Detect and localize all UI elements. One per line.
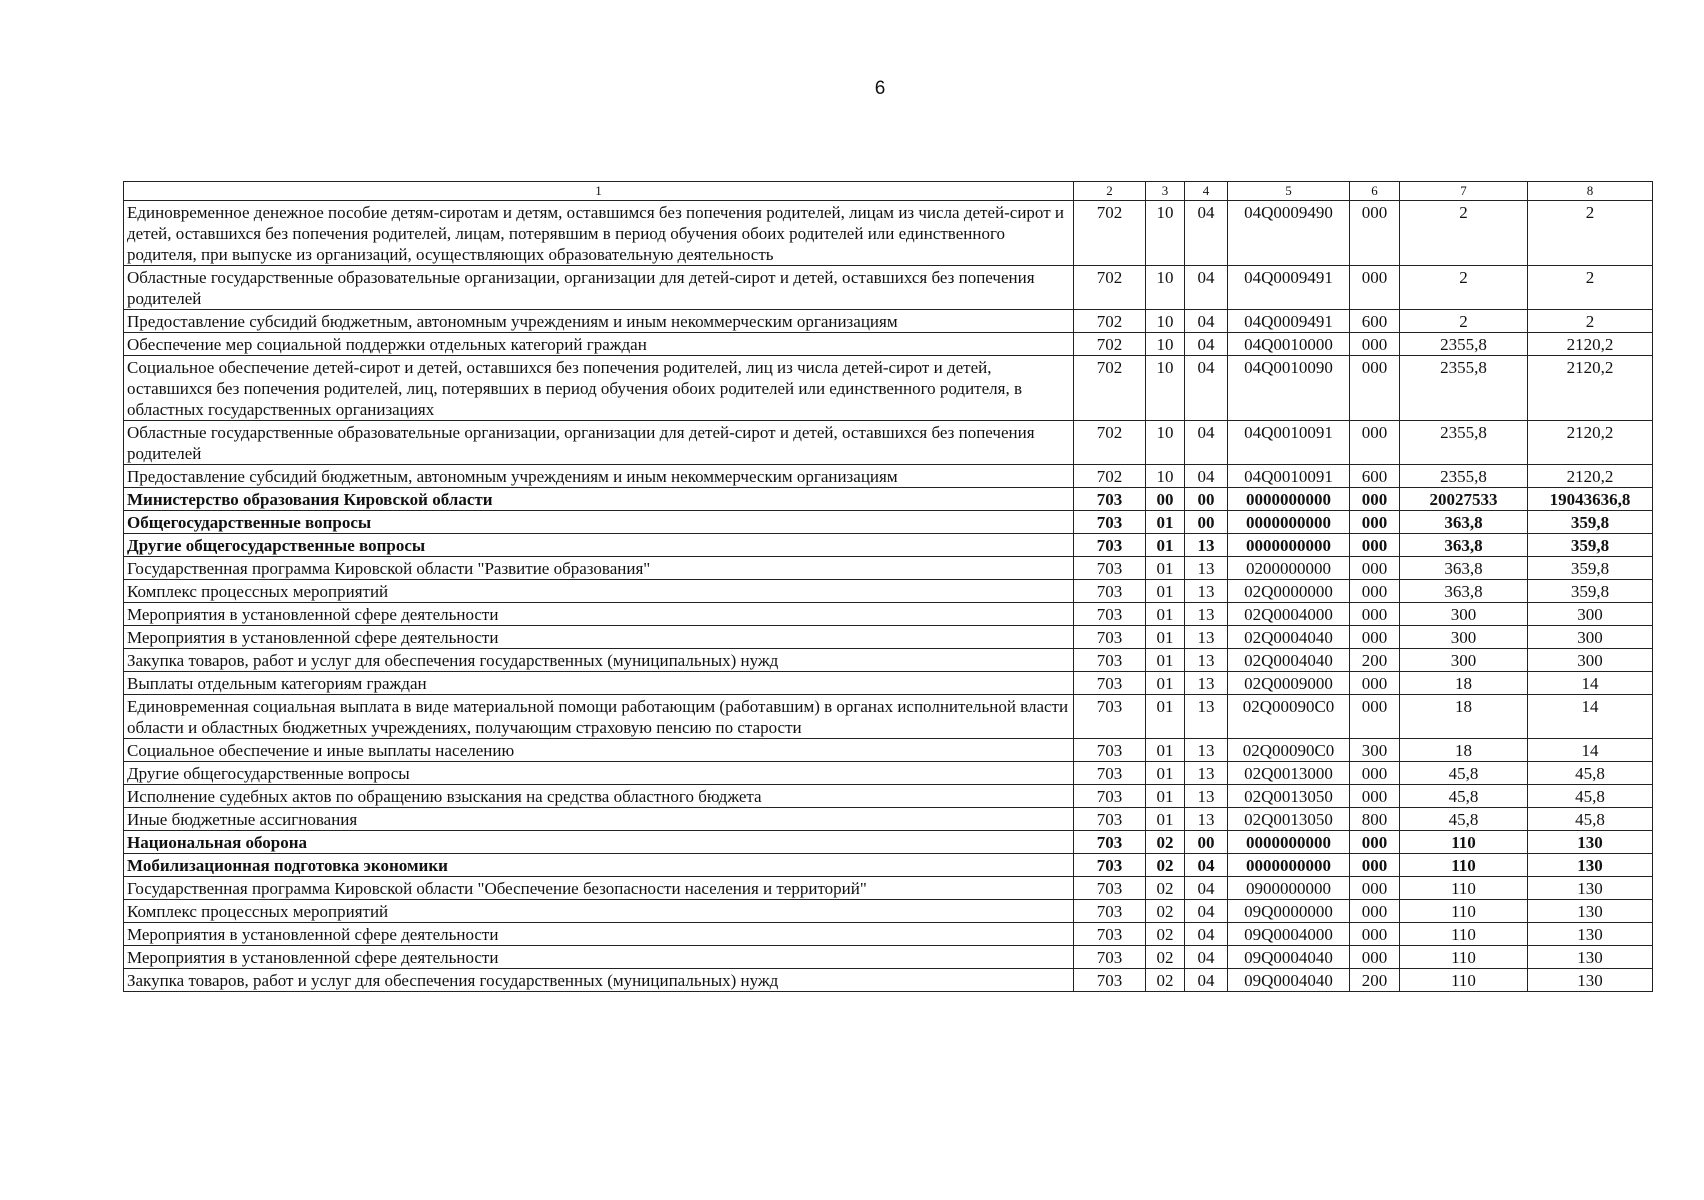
amount-year1-cell: 110	[1400, 900, 1528, 923]
row-name-cell: Предоставление субсидий бюджетным, автономным учреждениям и иным некоммерческим организациям	[124, 310, 1074, 333]
amount-year2-cell: 130	[1528, 831, 1653, 854]
target-article-cell: 0900000000	[1228, 877, 1350, 900]
table-row	[124, 969, 1653, 992]
ved-code-cell: 703	[1074, 808, 1146, 831]
table-body	[124, 201, 1653, 992]
row-name-cell: Общегосударственные вопросы	[124, 511, 1074, 534]
subsection-code-cell: 13	[1185, 534, 1228, 557]
target-article-cell: 02Q0000000	[1228, 580, 1350, 603]
amount-year1-cell: 18	[1400, 739, 1528, 762]
table-row	[124, 603, 1653, 626]
column-header: 2	[1074, 182, 1146, 201]
section-code-cell: 02	[1146, 923, 1185, 946]
amount-year2-cell: 300	[1528, 649, 1653, 672]
section-code-cell: 10	[1146, 356, 1185, 421]
expense-type-cell: 000	[1350, 877, 1400, 900]
subsection-code-cell: 13	[1185, 580, 1228, 603]
column-header: 8	[1528, 182, 1653, 201]
target-article-cell: 02Q00090C0	[1228, 695, 1350, 739]
target-article-cell: 09Q0000000	[1228, 900, 1350, 923]
target-article-cell: 09Q0004040	[1228, 969, 1350, 992]
target-article-cell: 0200000000	[1228, 557, 1350, 580]
ved-code-cell: 703	[1074, 488, 1146, 511]
amount-year2-cell: 2120,2	[1528, 356, 1653, 421]
expense-type-cell: 200	[1350, 649, 1400, 672]
row-name-cell: Областные государственные образовательные организации, организации для детей-сирот и детей, оставшихся без попечения родителей	[124, 421, 1074, 465]
budget-table	[123, 181, 1653, 992]
expense-type-cell: 600	[1350, 310, 1400, 333]
row-name-cell: Единовременное денежное пособие детям-сиротам и детям, оставшимся без попечения родителей, лицам из числа детей-сирот и детей, оставшихся без попечения родителей, лицам, потерявшим в период обучения обоих родителей или единственного родителя, при выпуске из организаций, осуществляющих образовательную деятельность	[124, 201, 1074, 266]
ved-code-cell: 702	[1074, 421, 1146, 465]
column-header: 4	[1185, 182, 1228, 201]
section-code-cell: 02	[1146, 877, 1185, 900]
ved-code-cell: 703	[1074, 695, 1146, 739]
amount-year1-cell: 2355,8	[1400, 356, 1528, 421]
amount-year1-cell: 45,8	[1400, 785, 1528, 808]
amount-year1-cell: 45,8	[1400, 808, 1528, 831]
ved-code-cell: 702	[1074, 333, 1146, 356]
ved-code-cell: 703	[1074, 580, 1146, 603]
amount-year1-cell: 18	[1400, 672, 1528, 695]
amount-year2-cell: 14	[1528, 695, 1653, 739]
section-code-cell: 02	[1146, 946, 1185, 969]
target-article-cell: 0000000000	[1228, 854, 1350, 877]
row-name-cell: Комплекс процессных мероприятий	[124, 580, 1074, 603]
section-code-cell: 01	[1146, 808, 1185, 831]
row-name-cell: Мероприятия в установленной сфере деятельности	[124, 603, 1074, 626]
row-name-cell: Иные бюджетные ассигнования	[124, 808, 1074, 831]
amount-year2-cell: 14	[1528, 739, 1653, 762]
row-name-cell: Областные государственные образовательные организации, организации для детей-сирот и детей, оставшихся без попечения родителей	[124, 266, 1074, 310]
column-header: 1	[124, 182, 1074, 201]
subsection-code-cell: 04	[1185, 356, 1228, 421]
subsection-code-cell: 04	[1185, 900, 1228, 923]
expense-type-cell: 000	[1350, 854, 1400, 877]
section-code-cell: 02	[1146, 900, 1185, 923]
amount-year2-cell: 2	[1528, 310, 1653, 333]
amount-year1-cell: 110	[1400, 877, 1528, 900]
amount-year1-cell: 20027533	[1400, 488, 1528, 511]
expense-type-cell: 000	[1350, 785, 1400, 808]
amount-year1-cell: 110	[1400, 831, 1528, 854]
subsection-code-cell: 04	[1185, 333, 1228, 356]
amount-year1-cell: 363,8	[1400, 557, 1528, 580]
ved-code-cell: 702	[1074, 310, 1146, 333]
column-header: 5	[1228, 182, 1350, 201]
table-row	[124, 649, 1653, 672]
section-code-cell: 01	[1146, 785, 1185, 808]
subsection-code-cell: 13	[1185, 762, 1228, 785]
table-row	[124, 488, 1653, 511]
table-row	[124, 266, 1653, 310]
table-row	[124, 626, 1653, 649]
expense-type-cell: 200	[1350, 969, 1400, 992]
amount-year1-cell: 45,8	[1400, 762, 1528, 785]
expense-type-cell: 000	[1350, 900, 1400, 923]
row-name-cell: Закупка товаров, работ и услуг для обеспечения государственных (муниципальных) нужд	[124, 969, 1074, 992]
expense-type-cell: 000	[1350, 557, 1400, 580]
expense-type-cell: 000	[1350, 695, 1400, 739]
amount-year1-cell: 2	[1400, 266, 1528, 310]
section-code-cell: 10	[1146, 421, 1185, 465]
target-article-cell: 0000000000	[1228, 831, 1350, 854]
section-code-cell: 10	[1146, 465, 1185, 488]
row-name-cell: Мобилизационная подготовка экономики	[124, 854, 1074, 877]
row-name-cell: Социальное обеспечение и иные выплаты населению	[124, 739, 1074, 762]
expense-type-cell: 000	[1350, 946, 1400, 969]
ved-code-cell: 703	[1074, 923, 1146, 946]
amount-year2-cell: 300	[1528, 626, 1653, 649]
subsection-code-cell: 13	[1185, 557, 1228, 580]
target-article-cell: 04Q0010000	[1228, 333, 1350, 356]
expense-type-cell: 300	[1350, 739, 1400, 762]
table-row	[124, 421, 1653, 465]
target-article-cell: 09Q0004040	[1228, 946, 1350, 969]
ved-code-cell: 703	[1074, 603, 1146, 626]
target-article-cell: 02Q0004040	[1228, 626, 1350, 649]
ved-code-cell: 703	[1074, 946, 1146, 969]
row-name-cell: Другие общегосударственные вопросы	[124, 534, 1074, 557]
subsection-code-cell: 04	[1185, 969, 1228, 992]
expense-type-cell: 000	[1350, 923, 1400, 946]
amount-year2-cell: 130	[1528, 946, 1653, 969]
amount-year1-cell: 2	[1400, 310, 1528, 333]
row-name-cell: Выплаты отдельным категориям граждан	[124, 672, 1074, 695]
table-row	[124, 946, 1653, 969]
expense-type-cell: 000	[1350, 488, 1400, 511]
ved-code-cell: 702	[1074, 201, 1146, 266]
expense-type-cell: 000	[1350, 511, 1400, 534]
row-name-cell: Государственная программа Кировской области "Обеспечение безопасности населения и территорий"	[124, 877, 1074, 900]
section-code-cell: 10	[1146, 333, 1185, 356]
amount-year2-cell: 130	[1528, 969, 1653, 992]
table-row	[124, 672, 1653, 695]
column-number-row	[124, 182, 1653, 201]
amount-year2-cell: 130	[1528, 854, 1653, 877]
ved-code-cell: 703	[1074, 877, 1146, 900]
row-name-cell: Исполнение судебных актов по обращению взыскания на средства областного бюджета	[124, 785, 1074, 808]
section-code-cell: 10	[1146, 201, 1185, 266]
subsection-code-cell: 00	[1185, 488, 1228, 511]
target-article-cell: 04Q0010091	[1228, 465, 1350, 488]
subsection-code-cell: 13	[1185, 649, 1228, 672]
target-article-cell: 02Q0013050	[1228, 785, 1350, 808]
expense-type-cell: 000	[1350, 672, 1400, 695]
ved-code-cell: 703	[1074, 831, 1146, 854]
subsection-code-cell: 04	[1185, 923, 1228, 946]
amount-year1-cell: 2355,8	[1400, 421, 1528, 465]
ved-code-cell: 703	[1074, 969, 1146, 992]
amount-year2-cell: 19043636,8	[1528, 488, 1653, 511]
table-row	[124, 201, 1653, 266]
table-row	[124, 900, 1653, 923]
target-article-cell: 04Q0010091	[1228, 421, 1350, 465]
ved-code-cell: 703	[1074, 649, 1146, 672]
table-row	[124, 511, 1653, 534]
table-row	[124, 534, 1653, 557]
section-code-cell: 01	[1146, 762, 1185, 785]
section-code-cell: 01	[1146, 580, 1185, 603]
amount-year1-cell: 110	[1400, 923, 1528, 946]
ved-code-cell: 703	[1074, 511, 1146, 534]
table-row	[124, 695, 1653, 739]
table-row	[124, 465, 1653, 488]
table-row	[124, 580, 1653, 603]
table-row	[124, 739, 1653, 762]
subsection-code-cell: 04	[1185, 266, 1228, 310]
row-name-cell: Министерство образования Кировской области	[124, 488, 1074, 511]
ved-code-cell: 702	[1074, 356, 1146, 421]
target-article-cell: 02Q0013050	[1228, 808, 1350, 831]
subsection-code-cell: 04	[1185, 877, 1228, 900]
expense-type-cell: 000	[1350, 201, 1400, 266]
amount-year1-cell: 18	[1400, 695, 1528, 739]
amount-year2-cell: 130	[1528, 923, 1653, 946]
subsection-code-cell: 04	[1185, 421, 1228, 465]
amount-year1-cell: 363,8	[1400, 511, 1528, 534]
expense-type-cell: 000	[1350, 266, 1400, 310]
amount-year1-cell: 110	[1400, 946, 1528, 969]
target-article-cell: 0000000000	[1228, 488, 1350, 511]
table-row	[124, 356, 1653, 421]
table-row	[124, 785, 1653, 808]
section-code-cell: 01	[1146, 603, 1185, 626]
amount-year2-cell: 45,8	[1528, 785, 1653, 808]
ved-code-cell: 702	[1074, 465, 1146, 488]
column-header: 3	[1146, 182, 1185, 201]
column-header: 6	[1350, 182, 1400, 201]
amount-year2-cell: 45,8	[1528, 808, 1653, 831]
table-row	[124, 310, 1653, 333]
target-article-cell: 04Q0009491	[1228, 266, 1350, 310]
amount-year2-cell: 2120,2	[1528, 465, 1653, 488]
expense-type-cell: 000	[1350, 831, 1400, 854]
amount-year2-cell: 45,8	[1528, 762, 1653, 785]
expense-type-cell: 000	[1350, 603, 1400, 626]
section-code-cell: 01	[1146, 672, 1185, 695]
subsection-code-cell: 13	[1185, 603, 1228, 626]
subsection-code-cell: 04	[1185, 946, 1228, 969]
target-article-cell: 0000000000	[1228, 511, 1350, 534]
amount-year1-cell: 300	[1400, 649, 1528, 672]
table-row	[124, 808, 1653, 831]
expense-type-cell: 000	[1350, 534, 1400, 557]
row-name-cell: Комплекс процессных мероприятий	[124, 900, 1074, 923]
row-name-cell: Национальная оборона	[124, 831, 1074, 854]
ved-code-cell: 702	[1074, 266, 1146, 310]
section-code-cell: 01	[1146, 626, 1185, 649]
target-article-cell: 02Q0009000	[1228, 672, 1350, 695]
amount-year1-cell: 110	[1400, 969, 1528, 992]
section-code-cell: 01	[1146, 557, 1185, 580]
page-number: 6	[874, 78, 886, 99]
table-row	[124, 877, 1653, 900]
target-article-cell: 09Q0004000	[1228, 923, 1350, 946]
target-article-cell: 04Q0010090	[1228, 356, 1350, 421]
expense-type-cell: 000	[1350, 356, 1400, 421]
section-code-cell: 10	[1146, 266, 1185, 310]
table-row	[124, 762, 1653, 785]
amount-year1-cell: 2	[1400, 201, 1528, 266]
subsection-code-cell: 00	[1185, 511, 1228, 534]
table-row	[124, 557, 1653, 580]
target-article-cell: 02Q0004000	[1228, 603, 1350, 626]
table-row	[124, 333, 1653, 356]
section-code-cell: 02	[1146, 831, 1185, 854]
table-row	[124, 854, 1653, 877]
target-article-cell: 02Q0004040	[1228, 649, 1350, 672]
amount-year1-cell: 300	[1400, 626, 1528, 649]
row-name-cell: Социальное обеспечение детей-сирот и детей, оставшихся без попечения родителей, лиц из числа детей-сирот и детей, оставшихся без попечения родителей, лиц, потерявших в период обучения обоих родителей или единственного родителя, в областных государственных организациях	[124, 356, 1074, 421]
subsection-code-cell: 04	[1185, 310, 1228, 333]
section-code-cell: 01	[1146, 511, 1185, 534]
table-row	[124, 923, 1653, 946]
ved-code-cell: 703	[1074, 900, 1146, 923]
expense-type-cell: 000	[1350, 626, 1400, 649]
row-name-cell: Государственная программа Кировской области "Развитие образования"	[124, 557, 1074, 580]
ved-code-cell: 703	[1074, 854, 1146, 877]
amount-year2-cell: 359,8	[1528, 580, 1653, 603]
expense-type-cell: 000	[1350, 421, 1400, 465]
row-name-cell: Другие общегосударственные вопросы	[124, 762, 1074, 785]
section-code-cell: 10	[1146, 310, 1185, 333]
section-code-cell: 00	[1146, 488, 1185, 511]
ved-code-cell: 703	[1074, 626, 1146, 649]
row-name-cell: Мероприятия в установленной сфере деятельности	[124, 946, 1074, 969]
section-code-cell: 01	[1146, 649, 1185, 672]
subsection-code-cell: 13	[1185, 785, 1228, 808]
amount-year2-cell: 130	[1528, 900, 1653, 923]
ved-code-cell: 703	[1074, 534, 1146, 557]
amount-year1-cell: 363,8	[1400, 580, 1528, 603]
amount-year1-cell: 2355,8	[1400, 465, 1528, 488]
table-row	[124, 831, 1653, 854]
column-header: 7	[1400, 182, 1528, 201]
subsection-code-cell: 13	[1185, 695, 1228, 739]
amount-year2-cell: 130	[1528, 877, 1653, 900]
subsection-code-cell: 00	[1185, 831, 1228, 854]
subsection-code-cell: 13	[1185, 739, 1228, 762]
amount-year1-cell: 300	[1400, 603, 1528, 626]
amount-year2-cell: 2	[1528, 201, 1653, 266]
subsection-code-cell: 04	[1185, 854, 1228, 877]
ved-code-cell: 703	[1074, 557, 1146, 580]
section-code-cell: 01	[1146, 695, 1185, 739]
target-article-cell: 04Q0009491	[1228, 310, 1350, 333]
amount-year2-cell: 2120,2	[1528, 333, 1653, 356]
amount-year2-cell: 14	[1528, 672, 1653, 695]
section-code-cell: 02	[1146, 969, 1185, 992]
target-article-cell: 02Q00090C0	[1228, 739, 1350, 762]
amount-year1-cell: 2355,8	[1400, 333, 1528, 356]
amount-year2-cell: 300	[1528, 603, 1653, 626]
amount-year2-cell: 2120,2	[1528, 421, 1653, 465]
amount-year2-cell: 2	[1528, 266, 1653, 310]
row-name-cell: Единовременная социальная выплата в виде материальной помощи работающим (работавшим) в органах исполнительной власти области и областных бюджетных учреждениях, получающим страховую пенсию по старости	[124, 695, 1074, 739]
expense-type-cell: 000	[1350, 580, 1400, 603]
section-code-cell: 01	[1146, 739, 1185, 762]
expense-type-cell: 000	[1350, 333, 1400, 356]
ved-code-cell: 703	[1074, 785, 1146, 808]
section-code-cell: 01	[1146, 534, 1185, 557]
section-code-cell: 02	[1146, 854, 1185, 877]
ved-code-cell: 703	[1074, 762, 1146, 785]
target-article-cell: 0000000000	[1228, 534, 1350, 557]
expense-type-cell: 000	[1350, 762, 1400, 785]
ved-code-cell: 703	[1074, 739, 1146, 762]
subsection-code-cell: 13	[1185, 672, 1228, 695]
subsection-code-cell: 13	[1185, 626, 1228, 649]
target-article-cell: 02Q0013000	[1228, 762, 1350, 785]
target-article-cell: 04Q0009490	[1228, 201, 1350, 266]
amount-year1-cell: 110	[1400, 854, 1528, 877]
amount-year1-cell: 363,8	[1400, 534, 1528, 557]
row-name-cell: Мероприятия в установленной сфере деятельности	[124, 923, 1074, 946]
expense-type-cell: 800	[1350, 808, 1400, 831]
ved-code-cell: 703	[1074, 672, 1146, 695]
expense-type-cell: 600	[1350, 465, 1400, 488]
amount-year2-cell: 359,8	[1528, 511, 1653, 534]
subsection-code-cell: 13	[1185, 808, 1228, 831]
row-name-cell: Обеспечение мер социальной поддержки отдельных категорий граждан	[124, 333, 1074, 356]
row-name-cell: Предоставление субсидий бюджетным, автономным учреждениям и иным некоммерческим организациям	[124, 465, 1074, 488]
amount-year2-cell: 359,8	[1528, 534, 1653, 557]
subsection-code-cell: 04	[1185, 465, 1228, 488]
row-name-cell: Мероприятия в установленной сфере деятельности	[124, 626, 1074, 649]
amount-year2-cell: 359,8	[1528, 557, 1653, 580]
subsection-code-cell: 04	[1185, 201, 1228, 266]
row-name-cell: Закупка товаров, работ и услуг для обеспечения государственных (муниципальных) нужд	[124, 649, 1074, 672]
